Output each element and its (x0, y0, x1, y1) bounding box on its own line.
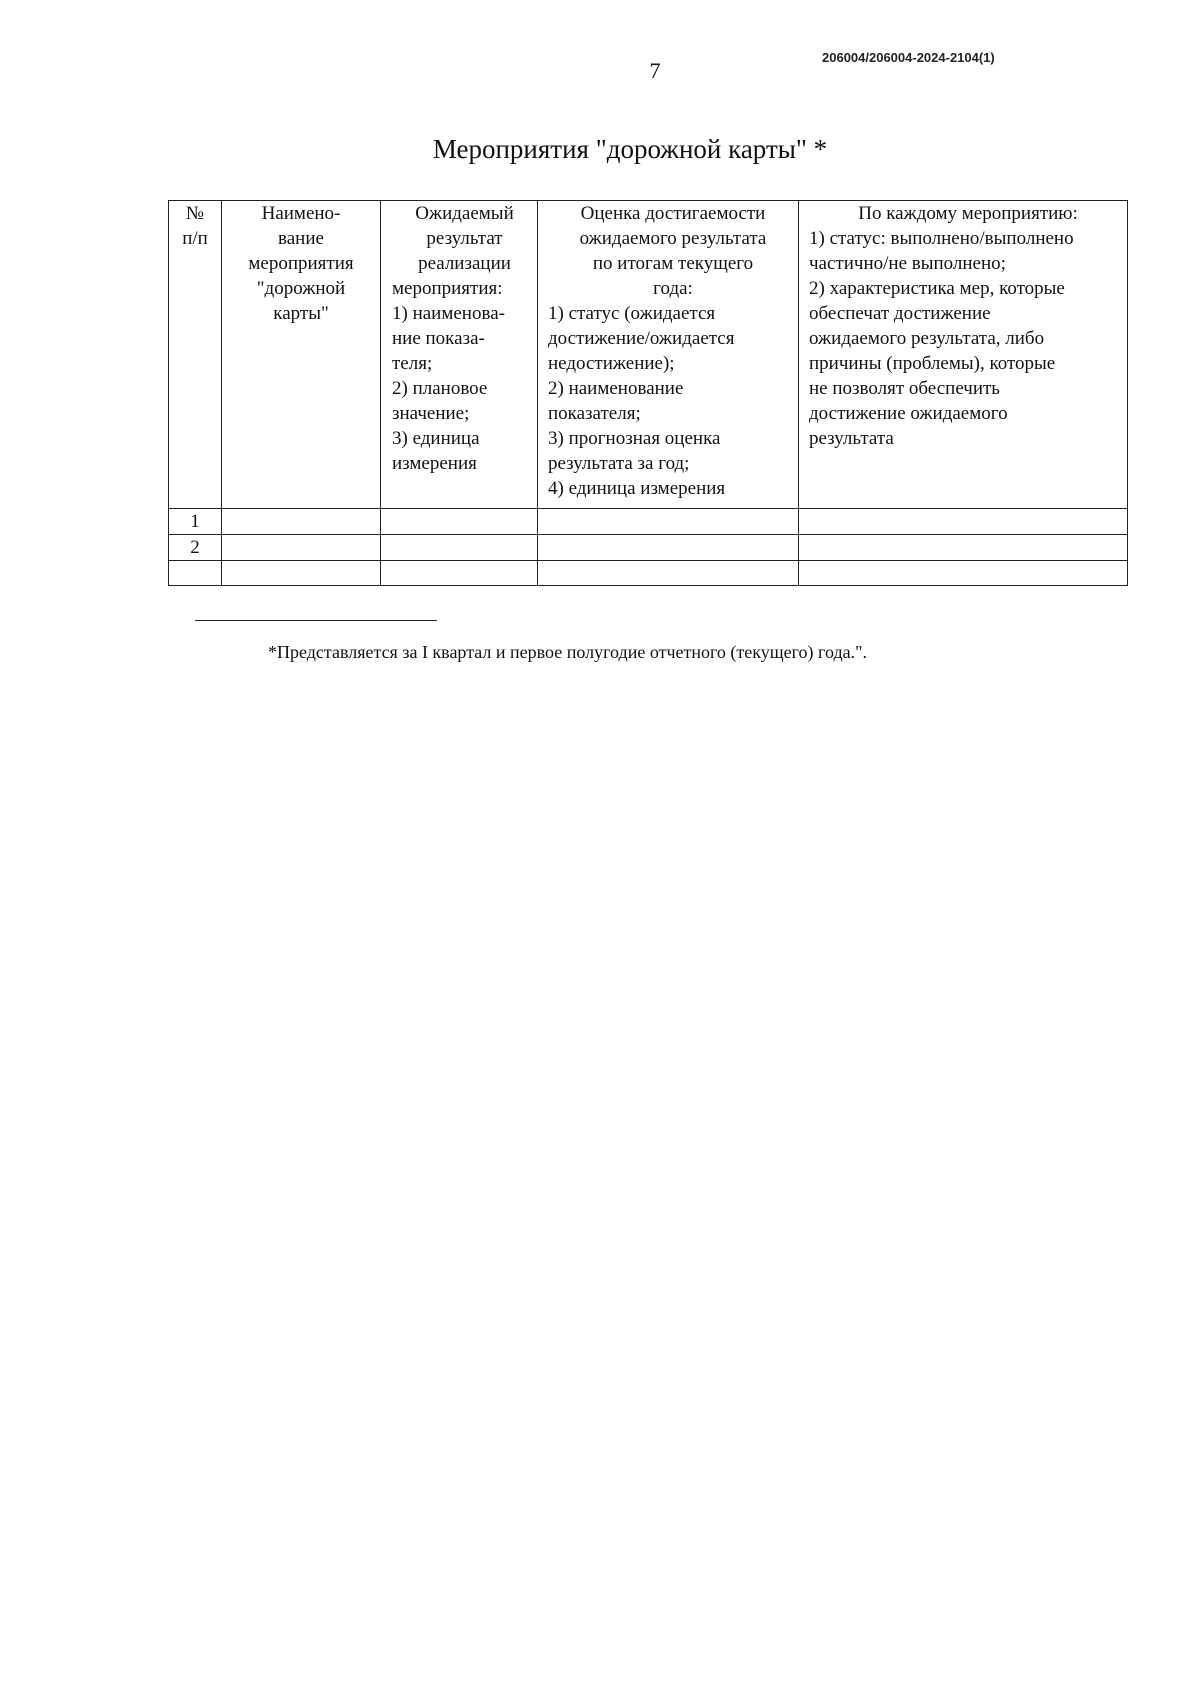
table-cell (222, 535, 381, 561)
page-title: Мероприятия "дорожной карты" * (432, 134, 828, 164)
footnote: *Представляется за I квартал и первое полугодие отчетного (текущего) года.". (268, 642, 867, 662)
table-cell (538, 561, 799, 586)
table-row (169, 535, 1128, 561)
row-number (169, 561, 222, 586)
table-row (169, 509, 1128, 535)
table-cell (538, 509, 799, 535)
table-cell (799, 535, 1128, 561)
document-id: 206004/206004-2024-2104(1) (822, 50, 995, 65)
table-cell (799, 509, 1128, 535)
table-cell (381, 509, 538, 535)
table-cell (222, 561, 381, 586)
header-cell-achievability: Оценка достигаемости ожидаемого результата по итогам текущего года: 1) статус (ожидается достижение/ожидается недостижение); 2) наименование показателя; 3) прогнозная оценка результата за год; 4) единица измерения (538, 201, 799, 509)
header-cell-number: № п/п (169, 201, 222, 509)
table-cell (538, 535, 799, 561)
header-cell-activity-name: Наимено- вание мероприятия "дорожной карты" (222, 201, 381, 509)
table-cell (799, 561, 1128, 586)
table-cell (222, 509, 381, 535)
footnote-divider (195, 620, 437, 621)
header-cell-expected-result: Ожидаемый результат реализации мероприятия: 1) наименова- ние показа- теля; 2) плановое значение; 3) единица измерения (381, 201, 538, 509)
table-header-row (169, 201, 1128, 509)
row-number: 1 (169, 509, 222, 535)
page-number: 7 (649, 58, 661, 83)
header-cell-status-description: По каждому мероприятию: 1) статус: выполнено/выполнено частично/не выполнено; 2) характеристика мер, которые обеспечат достижение ожидаемого результата, либо причины (проблемы), которые не позволят обеспечить достижение ожидаемого результата (799, 201, 1128, 509)
table-row (169, 561, 1128, 586)
table-cell (381, 535, 538, 561)
roadmap-table (168, 200, 1128, 586)
table-cell (381, 561, 538, 586)
row-number: 2 (169, 535, 222, 561)
